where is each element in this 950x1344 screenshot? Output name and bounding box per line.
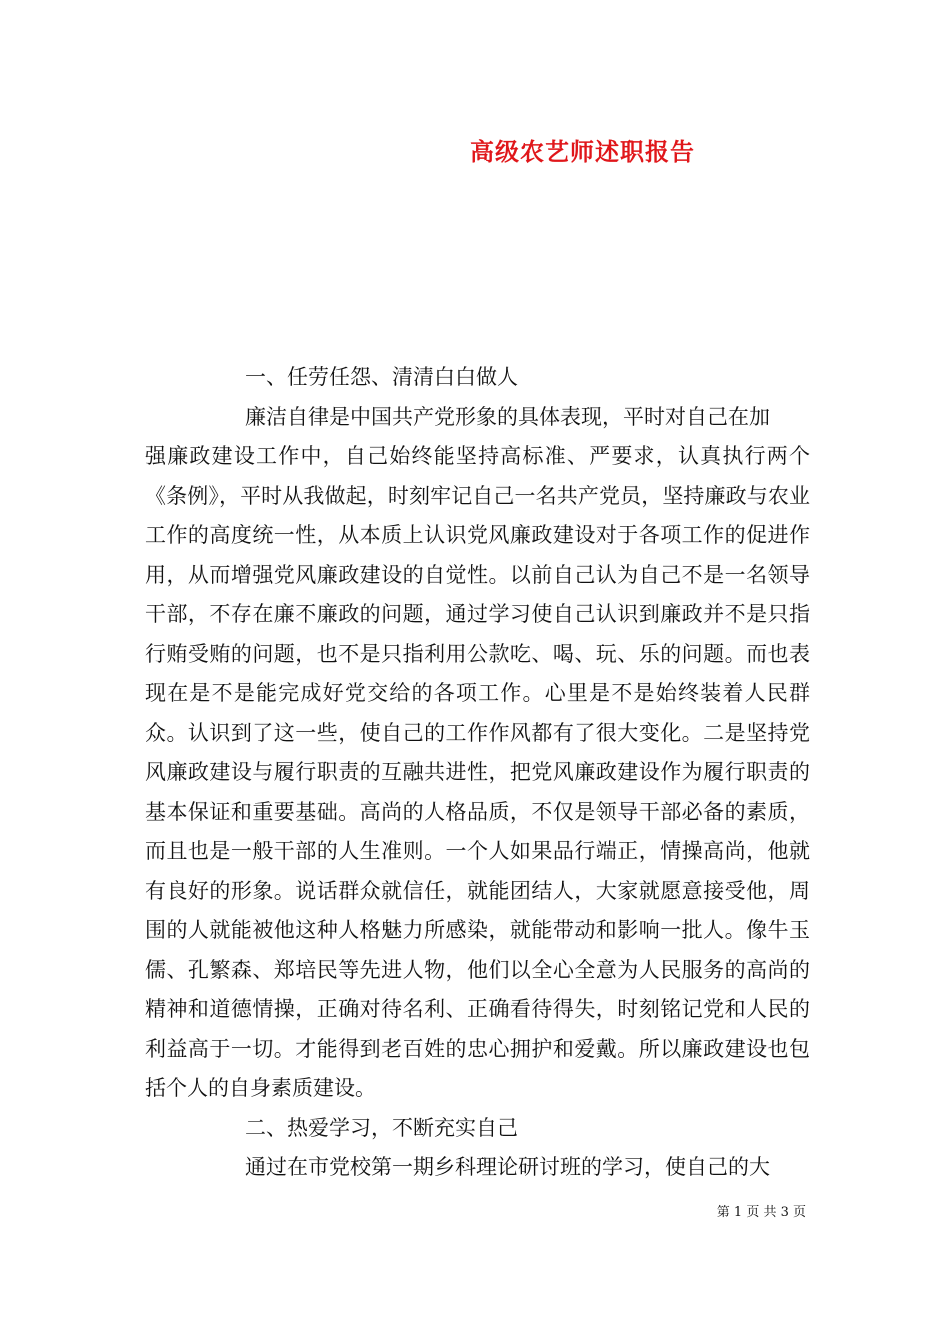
document-body xyxy=(145,358,810,1188)
document-title: 高级农艺师述职报告 xyxy=(470,137,695,166)
section-1-paragraph: 强廉政建设工作中，自己始终能坚持高标准、严要求，认真执行两个《条例》，平时从我做起，时刻牢记自己一名共产党员，坚持廉政与农业工作的高度统一性，从本质上认识党风廉政建设对于各项工作的促进作用，从而增强党风廉政建设的自觉性。以前自己认为自己不是一名领导干部，不存在廉不廉政的问题，通过学习使自己认识到廉政并不是只指行贿受贿的问题，也不是只指利用公款吃、喝、玩、乐的问题。而也表现在是不是能完成好党交给的各项工作。心里是不是始终装着人民群众。认识到了这一些，使自己的工作作风都有了很大变化。二是坚持党风廉政建设与履行职责的互融共进性，把党风廉政建设作为履行职责的基本保证和重要基础。高尚的人格品质，不仅是领导干部必备的素质，而且也是一般干部的人生准则。一个人如果品行端正，情操高尚，他就有良好的形象。说话群众就信任，就能团结人，大家就愿意接受他，周围的人就能被他这种人格魅力所感染，就能带动和影响一批人。像牛玉儒、孔繁森、郑培民等先进人物，他们以全心全意为人民服务的高尚的精神和道德情操，正确对待名利、正确看待得失，时刻铭记党和人民的利益高于一切。才能得到老百姓的忠心拥护和爱戴。所以廉政建设也包括个人的自身素质建设。 xyxy=(145,444,810,1100)
section-heading-1: 一、任劳任怨、清清白白做人 xyxy=(245,365,518,389)
section-1-first-line: 廉洁自律是中国共产党形象的具体表现，平时对自己在加 xyxy=(245,404,770,429)
section-2-first-line: 通过在市党校第一期乡科理论研讨班的学习，使自己的大 xyxy=(245,1155,770,1179)
section-heading-2: 二、热爱学习，不断充实自己 xyxy=(245,1115,518,1140)
page-number-footer: 第 1 页 共 3 页 xyxy=(716,1205,806,1220)
